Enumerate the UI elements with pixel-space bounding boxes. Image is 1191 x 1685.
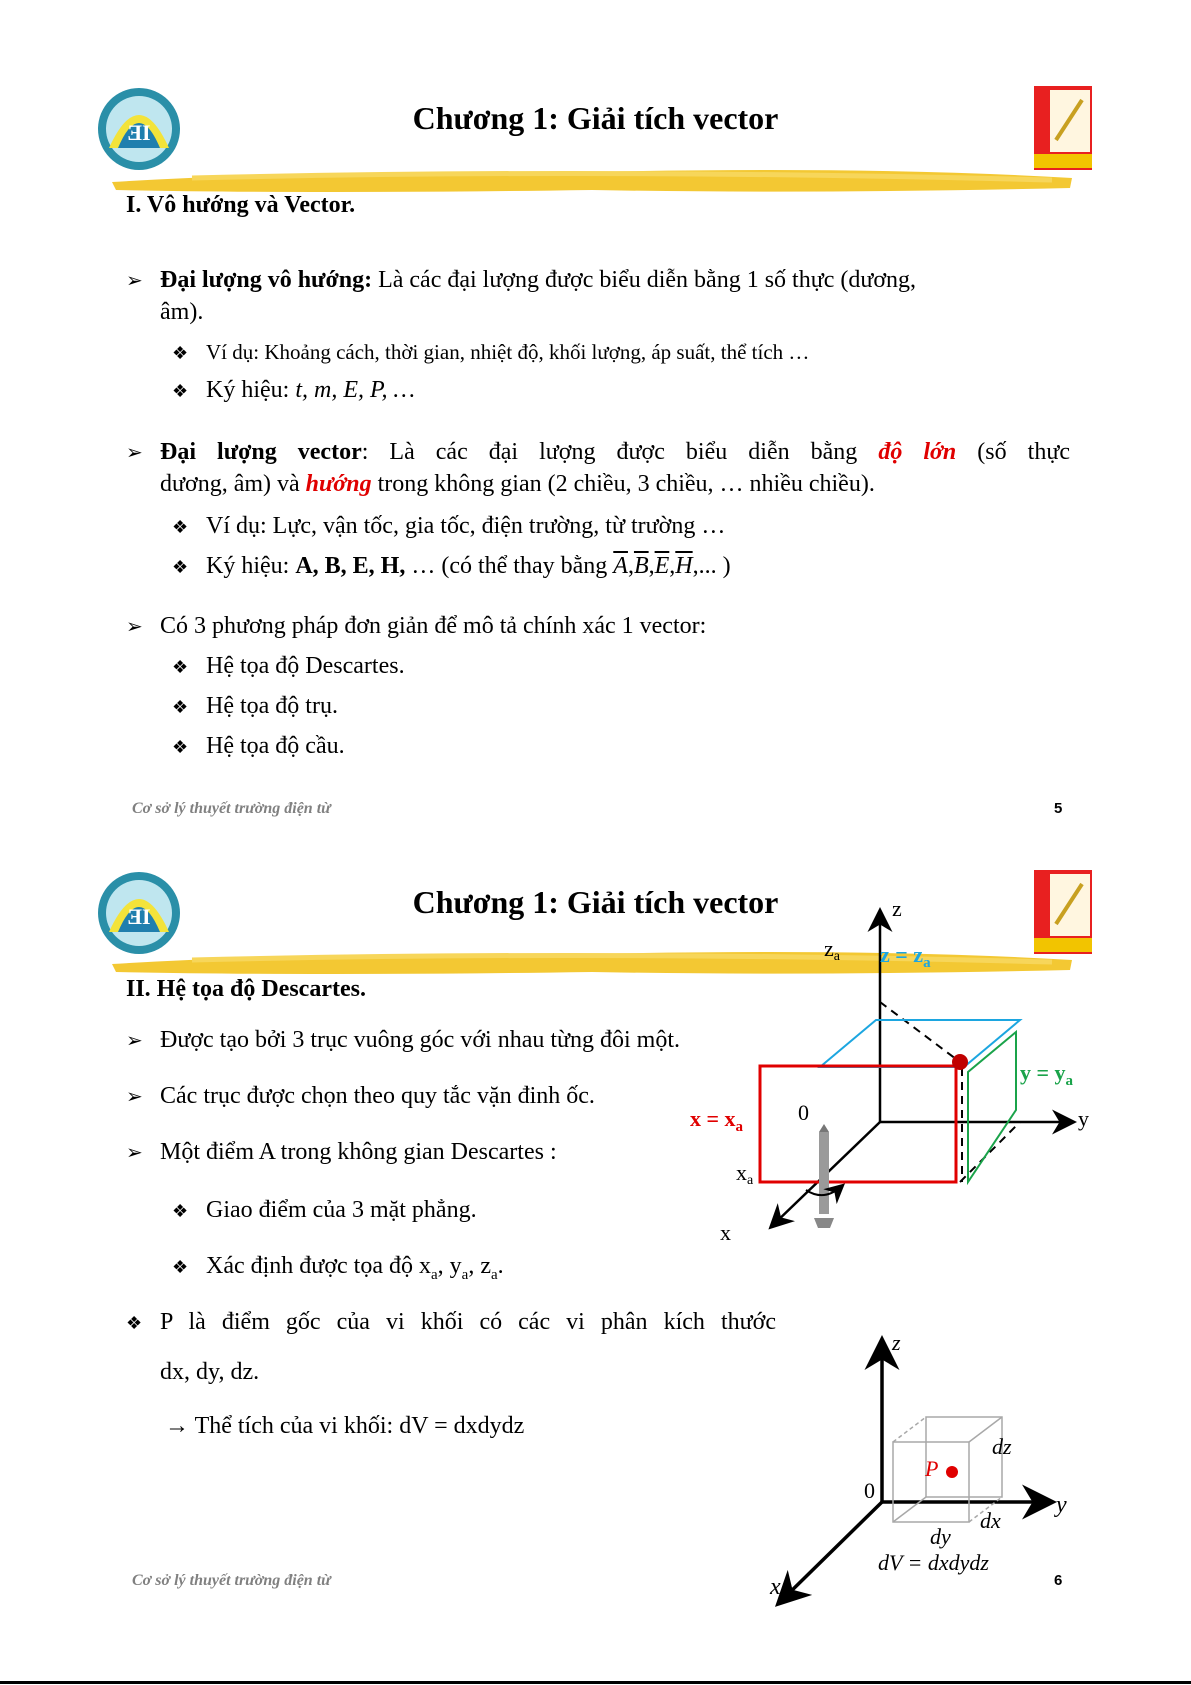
svg-text:x: x bbox=[720, 1220, 731, 1245]
diamond-bullet-icon: ❖ bbox=[172, 657, 189, 677]
svg-text:y = ya: $y = y_a$ bbox=[1020, 1060, 1074, 1089]
arrow-bullet-icon: ➢ bbox=[126, 1142, 143, 1164]
page-number: 6 bbox=[1054, 1572, 1063, 1589]
svg-text:z: z bbox=[892, 896, 902, 921]
scalar-notation: ❖ Ký hiệu: t, m, E, P, … bbox=[172, 374, 415, 407]
diamond-bullet-icon: ❖ bbox=[172, 343, 189, 363]
axis-x bbox=[780, 1502, 882, 1602]
arrow-bullet-icon: ➢ bbox=[126, 270, 143, 292]
methods-intro: ➢ Có 3 phương pháp đơn giản để mô tả chính xác 1 vector: bbox=[126, 610, 706, 643]
point-p bbox=[946, 1466, 958, 1478]
faculty-logo bbox=[1034, 86, 1092, 170]
sub-bullet-item: ❖ Xác định được tọa độ $x_a$, $y_a$, $z_a$. bbox=[172, 1253, 504, 1283]
plane-y bbox=[968, 1032, 1016, 1182]
svg-text:z = za: $z = z_a$ bbox=[880, 942, 931, 971]
diamond-bullet-icon: ❖ bbox=[172, 557, 189, 577]
descartes-planes-diagram bbox=[690, 892, 1090, 1245]
bullet-item: ➢ Các trục được chọn theo quy tắc vặn đinh ốc. bbox=[126, 1080, 595, 1113]
slide-title: Chương 1: Giải tích vector bbox=[412, 100, 779, 136]
svg-text:y: y bbox=[1056, 1492, 1067, 1518]
svg-text:dx: dx bbox=[980, 1508, 1001, 1533]
footer-course-name: Cơ sở lý thuyết trường điện từ bbox=[132, 800, 331, 817]
method-item: ❖ Hệ tọa độ Descartes. bbox=[172, 650, 405, 683]
plane-z bbox=[820, 1020, 1020, 1067]
svg-text:dz: dz bbox=[992, 1434, 1012, 1459]
svg-text:ƎI: ƎI bbox=[127, 904, 151, 929]
slide-title: Chương 1: Giải tích vector bbox=[412, 884, 779, 920]
vector-notation: ❖ Ký hiệu: A, B, E, H, … (có thể thay bằng $\overline{A},\overline{B},\overline{E},\overline{H}$,... ) bbox=[172, 550, 731, 583]
svg-text:xa: xa bbox=[736, 1160, 754, 1188]
method-item: ❖ Hệ tọa độ trụ. bbox=[172, 690, 338, 723]
svg-text:P: P bbox=[925, 1456, 939, 1481]
point-p-definition-cont: dx, dy, dz. bbox=[160, 1359, 260, 1385]
arrow-bullet-icon: ➢ bbox=[126, 616, 143, 638]
arrow-bullet-icon: ➢ bbox=[126, 1086, 143, 1108]
svg-text:ƎI: ƎI bbox=[127, 120, 151, 145]
right-arrow-icon: → bbox=[165, 1413, 195, 1439]
point-a bbox=[952, 1054, 968, 1070]
diamond-bullet-icon: ❖ bbox=[126, 1313, 143, 1333]
screw-icon bbox=[806, 1124, 842, 1228]
diamond-bullet-icon: ❖ bbox=[172, 697, 189, 717]
section-heading: II. Hệ tọa độ Descartes. bbox=[126, 976, 366, 1002]
vector-definition: ➢ Đại lượng vector: Là các đại lượng được biểu diễn bằng độ lớn (số thực bbox=[126, 436, 1070, 469]
bullet-item: ➢ Được tạo bởi 3 trục vuông góc với nhau từng đôi một. bbox=[126, 1024, 680, 1057]
svg-text:x = xa: $x = x_a$ bbox=[690, 1106, 744, 1135]
section-heading: I. Vô hướng và Vector. bbox=[126, 192, 356, 218]
plane-x bbox=[760, 1066, 956, 1182]
diamond-bullet-icon: ❖ bbox=[172, 1257, 189, 1277]
arrow-bullet-icon: ➢ bbox=[126, 1030, 143, 1052]
diamond-bullet-icon: ❖ bbox=[172, 737, 189, 757]
svg-text:x: x bbox=[770, 1574, 781, 1600]
diamond-bullet-icon: ❖ bbox=[172, 381, 189, 401]
diamond-bullet-icon: ❖ bbox=[172, 517, 189, 537]
vector-definition-cont: dương, âm) và hướng trong không gian (2 chiều, 3 chiều, … nhiều chiều). bbox=[160, 471, 875, 497]
svg-text:dy: dy bbox=[930, 1524, 951, 1549]
diamond-bullet-icon: ❖ bbox=[172, 1201, 189, 1221]
vector-example: ❖ Ví dụ: Lực, vận tốc, gia tốc, điện trường, từ trường … bbox=[172, 510, 725, 543]
svg-text:y: y bbox=[1078, 1106, 1089, 1131]
svg-text:0: 0 bbox=[864, 1478, 875, 1503]
volume-formula: → Thể tích của vi khối: dV = dxdydz bbox=[165, 1413, 525, 1439]
header-brush-stroke bbox=[112, 160, 1072, 196]
arrow-bullet-icon: ➢ bbox=[126, 442, 143, 464]
slide-5 bbox=[0, 0, 1191, 842]
scalar-example: ❖ Ví dụ: Khoảng cách, thời gian, nhiệt độ, khối lượng, áp suất, thể tích … bbox=[172, 336, 809, 369]
highlight-direction: hướng bbox=[305, 471, 372, 497]
scalar-definition: ➢ Đại lượng vô hướng: Là các đại lượng được biểu diễn bằng 1 số thực (dương, bbox=[126, 264, 1070, 297]
svg-text:z: z bbox=[892, 1330, 901, 1355]
highlight-magnitude: độ lớn bbox=[878, 439, 957, 465]
footer-course-name: Cơ sở lý thuyết trường điện từ bbox=[132, 1572, 331, 1589]
page-number: 5 bbox=[1054, 800, 1063, 817]
sub-bullet-item: ❖ Giao điểm của 3 mặt phẳng. bbox=[172, 1194, 477, 1227]
svg-text:0: 0 bbox=[798, 1100, 809, 1125]
slide-6 bbox=[0, 842, 1191, 1684]
scalar-definition-cont: âm). bbox=[160, 299, 204, 325]
svg-text:dV = dxdydz: dV = dxdydz bbox=[878, 1550, 989, 1575]
differential-volume-diagram bbox=[770, 1332, 1080, 1612]
point-p-definition: ❖ P là điểm gốc của vi khối có các vi phân kích thước bbox=[126, 1306, 776, 1339]
bullet-item: ➢ Một điểm A trong không gian Descartes : bbox=[126, 1136, 557, 1169]
page-bottom-border bbox=[0, 1681, 1191, 1684]
method-item: ❖ Hệ tọa độ cầu. bbox=[172, 730, 345, 763]
svg-text:za: za bbox=[824, 936, 840, 964]
